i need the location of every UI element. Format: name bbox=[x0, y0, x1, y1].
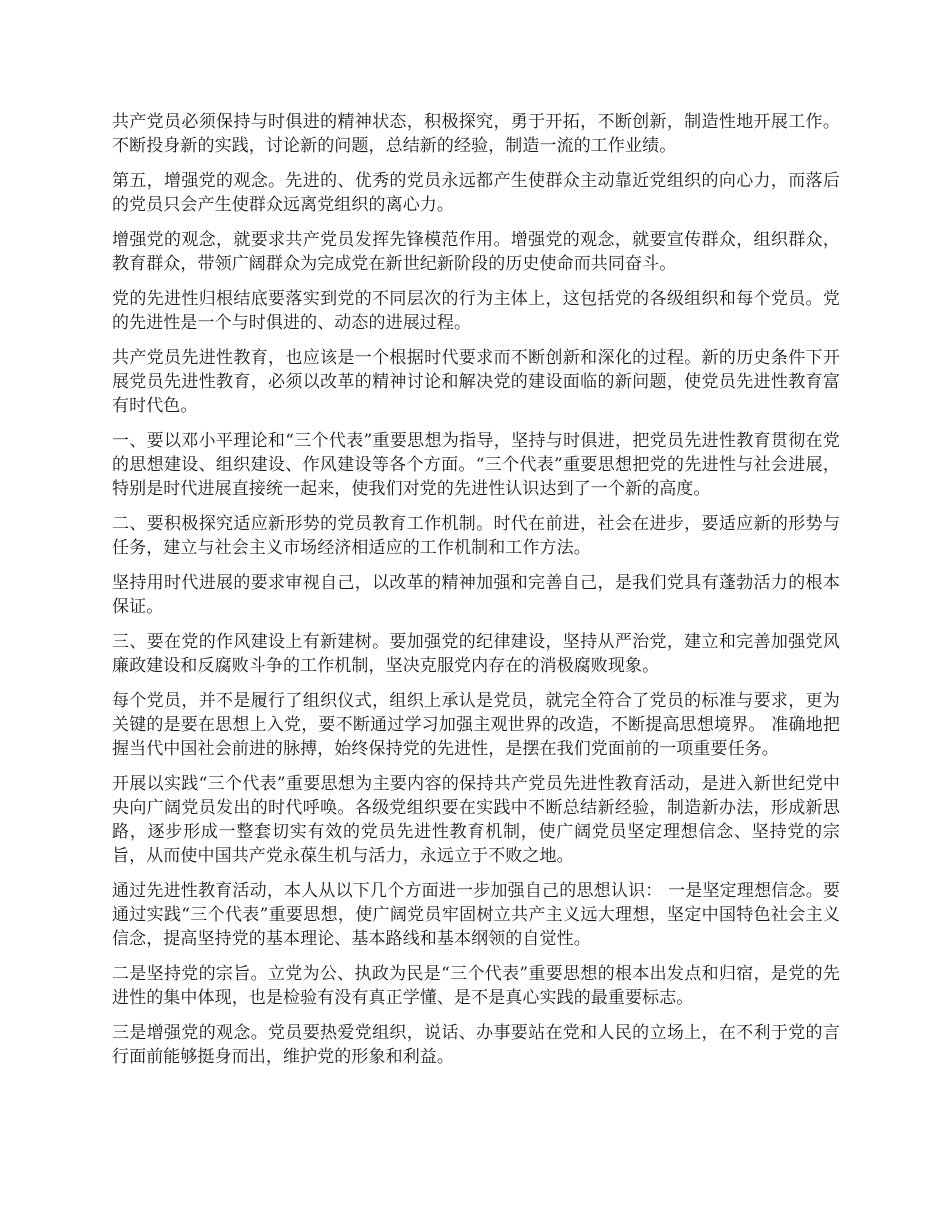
paragraph-5: 共产党员先进性教育，也应该是一个根据时代要求而不断创新和深化的过程。新的历史条件下开展党员先进性教育，必须以改革的精神讨论和解决党的建设面临的新问题，使党员先进性教育富有时代色。 bbox=[112, 348, 840, 416]
paragraph-13: 二是坚持党的宗旨。立党为公、执政为民是“三个代表”重要思想的根本出发点和归宿，是党的先进性的集中体现，也是检验有没有真正学懂、是不是真心实践的最重要标志。 bbox=[112, 964, 840, 1008]
paragraph-3: 增强党的观念，就要求共产党员发挥先锋模范作用。增强党的观念，就要宣传群众，组织群众，教育群众，带领广阔群众为完成党在新世纪新阶段的历史使命而共同奋斗。 bbox=[112, 230, 840, 274]
paragraph-2: 第五，增强党的观念。先进的、优秀的党员永远都产生使群众主动靠近党组织的向心力，而落后的党员只会产生使群众远离党组织的离心力。 bbox=[112, 171, 840, 215]
paragraph-9: 三、要在党的作风建设上有新建树。要加强党的纪律建设，坚持从严治党，建立和完善加强党风廉政建设和反腐败斗争的工作机制，坚决克服党内存在的消极腐败现象。 bbox=[112, 632, 840, 676]
paragraph-1: 共产党员必须保持与时俱进的精神状态，积极探究，勇于开拓，不断创新，制造性地开展工作。不断投身新的实践，讨论新的问题，总结新的经验，制造一流的工作业绩。 bbox=[112, 112, 840, 156]
paragraph-7: 二、要积极探究适应新形势的党员教育工作机制。时代在前进，社会在进步，要适应新的形势与任务，建立与社会主义市场经济相适应的工作机制和工作方法。 bbox=[112, 514, 840, 558]
paragraph-14: 三是增强党的观念。党员要热爱党组织，说话、办事要站在党和人民的立场上，在不利于党的言行面前能够挺身而出，维护党的形象和利益。 bbox=[112, 1023, 840, 1067]
paragraph-6: 一、要以邓小平理论和“三个代表”重要思想为指导，坚持与时俱进，把党员先进性教育贯彻在党的思想建设、组织建设、作风建设等各个方面。“三个代表”重要思想把党的先进性与社会进展，特别是时代进展直接统一起来，使我们对党的先进性认识达到了一个新的高度。 bbox=[112, 431, 840, 499]
paragraph-4: 党的先进性归根结底要落实到党的不同层次的行为主体上，这包括党的各级组织和每个党员。党的先进性是一个与时俱进的、动态的进展过程。 bbox=[112, 289, 840, 333]
document-body bbox=[112, 110, 840, 1080]
paragraph-8: 坚持用时代进展的要求审视自己，以改革的精神加强和完善自己，是我们党具有蓬勃活力的根本保证。 bbox=[112, 573, 840, 617]
paragraph-11: 开展以实践“三个代表”重要思想为主要内容的保持共产党员先进性教育活动，是进入新世纪党中央向广阔党员发出的时代呼唤。各级党组织要在实践中不断总结新经验，制造新办法，形成新思路，逐步形成一整套切实有效的党员先进性教育机制，使广阔党员坚定理想信念、坚持党的宗旨，从而使中国共产党永葆生机与活力，永远立于不败之地。 bbox=[112, 774, 840, 866]
paragraph-10: 每个党员，并不是履行了组织仪式，组织上承认是党员，就完全符合了党员的标准与要求，更为关键的是要在思想上入党，要不断通过学习加强主观世界的改造，不断提高思想境界。 准确地把握当代中国社会前进的脉搏，始终保持党的先进性，是摆在我们党面前的一项重要任务。 bbox=[112, 691, 840, 759]
paragraph-12: 通过先进性教育活动，本人从以下几个方面进一步加强自己的思想认识： 一是坚定理想信念。要通过实践“三个代表”重要思想，使广阔党员牢固树立共产主义远大理想，坚定中国特色社会主义信念，提高坚持党的基本理论、基本路线和基本纲领的自觉性。 bbox=[112, 881, 840, 949]
